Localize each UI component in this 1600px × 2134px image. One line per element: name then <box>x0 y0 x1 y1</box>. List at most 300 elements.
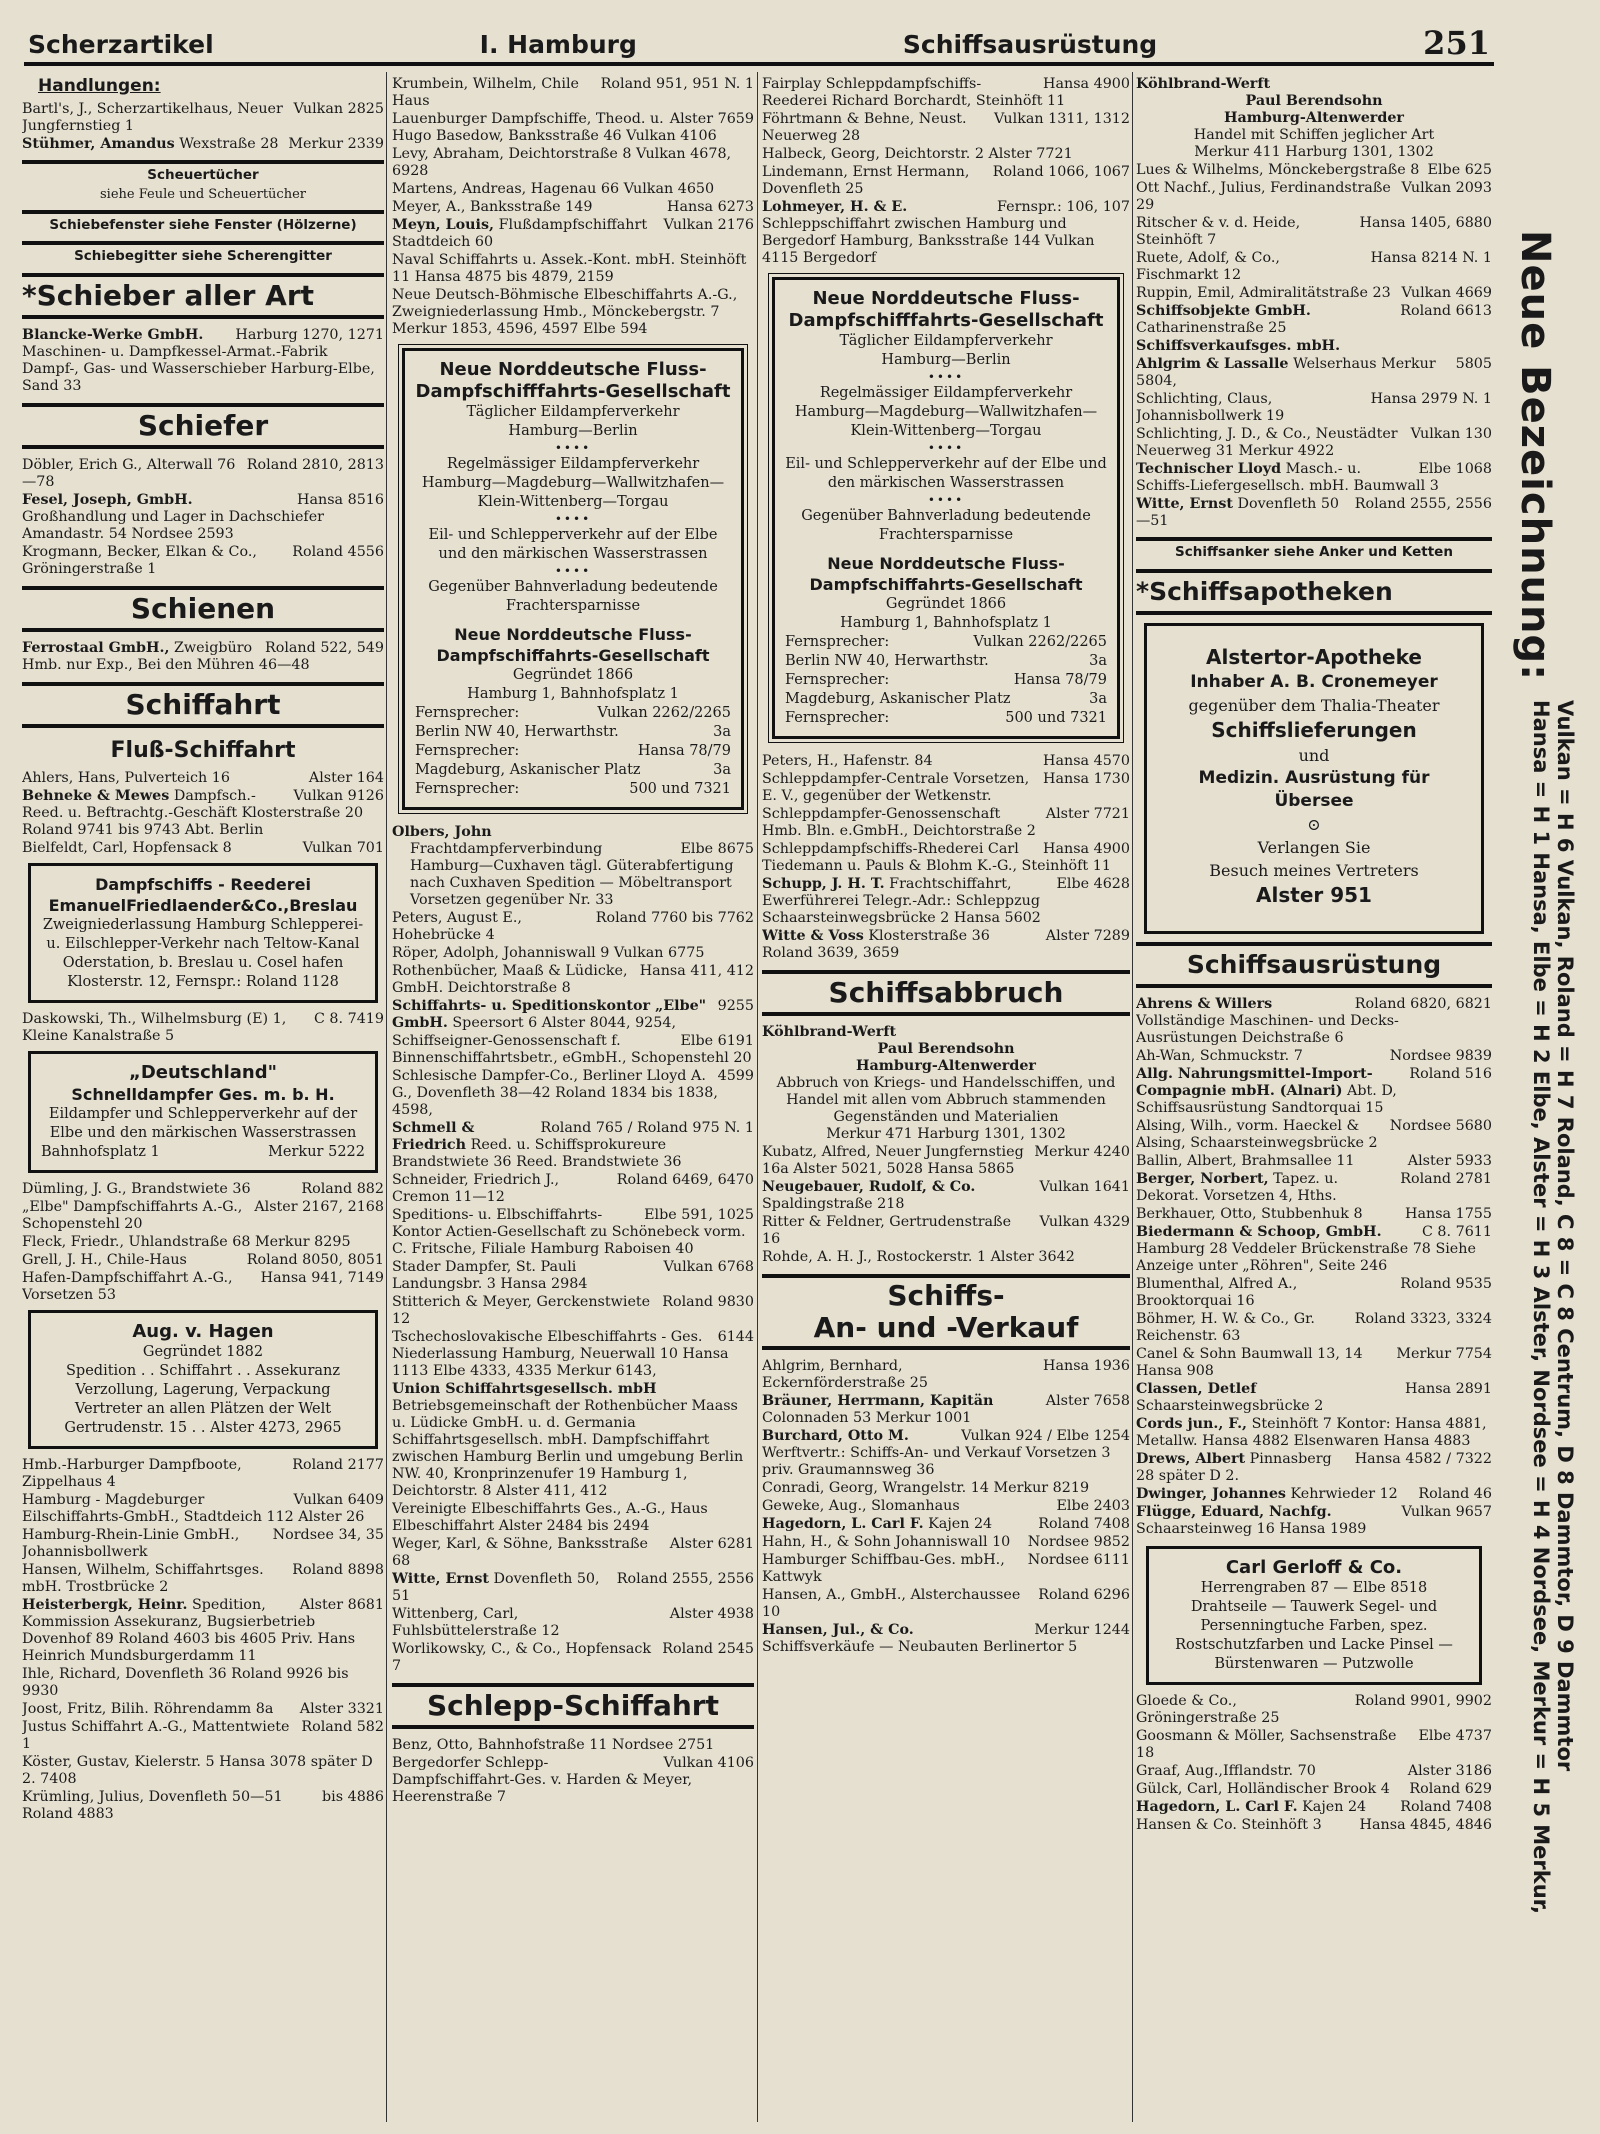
list-item <box>392 1207 754 1258</box>
phone: Alster 5933 <box>1407 1153 1492 1169</box>
list-item <box>1136 1817 1492 1834</box>
phone: Hansa 1730 <box>1043 771 1130 787</box>
address: Ritter & Feldner, Gertrudenstraße 16 <box>762 1214 1012 1247</box>
ad-title: Schnelldampfer Ges. m. b. H. <box>71 1085 335 1104</box>
address: Spedition, Kommission Assekuranz, Bugsierbetrieb Dovenhof 89 Roland 4603 bis 4605 Priv. Hans Heinrich Mundsburgerdamm 11 <box>22 1597 356 1664</box>
phone: Elbe 4737 <box>1418 1728 1492 1744</box>
firm-name: Olbers, John <box>392 824 492 840</box>
address: Martens, Andreas, Hagenau 66 Vulkan 4650 <box>392 181 715 197</box>
ad-subtitle: Inhaber A. B. Cronemeyer <box>1190 672 1438 692</box>
address: Klosterstraße 36 Roland 3639, 3659 <box>762 928 990 961</box>
ad-label: Fernsprecher: <box>785 672 890 688</box>
list-item <box>392 1755 754 1806</box>
list-item <box>1136 1118 1492 1152</box>
phone: Roland 582 <box>301 1719 384 1735</box>
list-item <box>1136 1048 1492 1065</box>
list-item <box>392 1641 754 1675</box>
address: Bielfeldt, Carl, Hopfensack 8 <box>22 840 232 856</box>
ad-line: und <box>1298 746 1330 765</box>
list-item <box>22 1754 384 1788</box>
list-item <box>392 1501 754 1535</box>
phone: Nordsee 5680 <box>1389 1118 1492 1134</box>
phone: Roland 9830 <box>662 1294 754 1310</box>
ad-line: Gegenüber Bahnverladung bedeutende Frachtersparnisse <box>801 508 1091 543</box>
list-item <box>762 753 1130 770</box>
address: Halbeck, Georg, Deichtorstr. 2 Alster 7721 <box>762 146 1073 162</box>
list-item <box>762 806 1130 840</box>
address: Benz, Otto, Bahnhofstraße 11 Nordsee 2751 <box>392 1737 715 1753</box>
list-item <box>1136 1763 1492 1780</box>
address: Werftvertr.: Schiffs-An- und Verkauf Vorsetzen 3 priv. Graumannsweg 36 <box>762 1445 1111 1478</box>
phone: Roland 2555, 2556 <box>616 1571 754 1587</box>
address: Pinnasberg 28 später D 2. <box>1136 1451 1332 1484</box>
address: Schiffsverkäufe — Neubauten Berlinertor 5 <box>762 1639 1078 1655</box>
address: Frachtdampferverbindung Hamburg—Cuxhaven tägl. Güterabfertigung nach Cuxhaven Spedition — Möbeltransport Vorsetzen gegenüber Nr. 33 <box>410 841 734 908</box>
firm-name: Bräuner, Herrmann, Kapitän <box>762 1393 994 1409</box>
divider <box>22 210 384 214</box>
list-item <box>762 1587 1130 1621</box>
ad-body: Spedition . . Schiffahrt . . Assekuranz Verzollung, Lagerung, Verpackung Vertreter an allen Plätzen der Welt <box>65 1363 341 1417</box>
address: Schlesische Dampfer-Co., Berliner Lloyd A. G., Dovenfleth 38—42 Roland 1834 bis 1838, 4598, <box>392 1068 718 1118</box>
ad-line: Hamburg—Berlin <box>508 423 638 439</box>
firm-name: Fesel, Joseph, GmbH. <box>22 492 193 508</box>
firm-name: Flügge, Eduard, Nachfg. <box>1136 1504 1332 1520</box>
phone: Alster 7658 <box>1045 1393 1130 1409</box>
address: Ahlers, Hans, Pulverteich 16 <box>22 770 230 786</box>
phone: Roland 8050, 8051 <box>246 1252 384 1268</box>
firm-name: Technischer Lloyd <box>1136 461 1282 477</box>
list-item <box>392 252 754 286</box>
address: Colonnaden 53 Merkur 1001 <box>762 1410 972 1426</box>
address: Hahn, H., & Sohn Johanniswall 10 <box>762 1534 1011 1550</box>
cross-reference-anker: Schiffsanker siehe Anker und Ketten <box>1175 544 1453 560</box>
subheading-schiebefenster: Schiebefenster siehe Fenster (Hölzerne) <box>49 217 357 233</box>
firm-name: Allg. Nahrungsmittel-Import-Compagnie mbH. (Alnari) <box>1136 1066 1373 1099</box>
list-item <box>762 1249 1130 1266</box>
phone: Alster 6281 <box>669 1536 754 1552</box>
phone: Alster 3186 <box>1407 1763 1492 1779</box>
list-item <box>22 1719 384 1753</box>
ad-dots: •••• <box>554 441 592 455</box>
address: Föhrtmann & Behne, Neust. Neuerweg 28 <box>762 111 967 144</box>
phone: Vulkan 701 <box>302 840 384 856</box>
list-item <box>1136 391 1492 425</box>
phone: Alster 4938 <box>669 1606 754 1622</box>
address: Worlikowsky, C., & Co., Hopfensack 7 <box>392 1641 652 1674</box>
address: Lindemann, Ernst Hermann, Dovenfleth 25 <box>762 164 970 197</box>
list-item <box>392 76 754 110</box>
address: Weger, Karl, & Söhne, Banksstraße 68 <box>392 1536 648 1569</box>
address: Ahlgrim, Bernhard, Eckernförderstraße 25 <box>762 1358 928 1391</box>
ad-title: Dampfschiffs - Reederei <box>95 875 311 894</box>
address: Böhmer, H. W. & Co., Gr. Reichenstr. 63 <box>1136 1311 1315 1344</box>
address: Geweke, Aug., Slomanhaus <box>762 1498 960 1514</box>
phone: Hansa 1936 <box>1043 1358 1130 1374</box>
firm-name: Behneke & Mewes <box>22 788 170 804</box>
address: Steinhöft 7 Kontor: Hansa 4881, Metallw. Hansa 4882 Elsenwaren Hansa 4883 <box>1136 1416 1487 1449</box>
ad-line: Eil- und Schlepperverkehr auf der Elbe und den märkischen Wasserstrassen <box>428 527 718 562</box>
address: Dampfsch.-Reed. u. Beftrachtg.-Geschäft Klosterstraße 20 Roland 9741 bis 9743 Abt. Berlin <box>22 788 364 838</box>
ad-label: Fernsprecher: <box>415 743 520 759</box>
ad-phone: Vulkan 2262/2265 <box>597 705 731 721</box>
ad-gerloff <box>1146 1546 1482 1685</box>
firm-location: Hamburg-Altenwerder <box>856 1058 1036 1074</box>
address: Tschechoslovakische Elbeschiffahrts - Ges. Niederlassung Hamburg, Neuerwall 10 Hansa 1113 Elbe 4333, 4335 Merkur 6143, <box>392 1329 729 1379</box>
ad-phone: Merkur 5222 <box>268 1144 365 1160</box>
phone: Nordsee 9852 <box>1027 1534 1130 1550</box>
section-heading-abbruch: Schiffsabbruch <box>762 970 1130 1016</box>
phone: Nordsee 9839 <box>1389 1048 1492 1064</box>
list-item <box>22 1234 384 1251</box>
list-item <box>1136 1693 1492 1727</box>
ad-dots: •••• <box>554 512 592 526</box>
list-item <box>22 101 384 135</box>
ad-title: Carl Gerloff & Co. <box>1225 1557 1403 1578</box>
phone: Roland 6469, 6470 <box>616 1172 754 1188</box>
firm-name: Biedermann & Schoop, GmbH. <box>1136 1224 1382 1240</box>
address: Gülck, Carl, Holländischer Brook 4 <box>1136 1781 1390 1797</box>
firm-name: Schiffsobjekte GmbH. <box>1136 303 1311 319</box>
firm-name: Classen, Detlef <box>1136 1381 1257 1397</box>
phone: Roland 4556 <box>292 544 384 560</box>
ad-line: Hamburg 1, Bahnhofsplatz 1 <box>840 615 1052 631</box>
address: Bartl's, J., Scherzartikelhaus, Neuer Jungfernstieg 1 <box>22 101 283 134</box>
ad-friedlaender <box>28 863 378 1003</box>
phone: Roland 629 <box>1409 1781 1492 1797</box>
ad-line: Verlangen Sie <box>1257 838 1371 857</box>
list-item <box>1136 1799 1492 1816</box>
phone: Roland 6296 <box>1038 1587 1130 1603</box>
list-item <box>22 1011 384 1045</box>
ad-line: Eil- und Schlepperverkehr auf der Elbe und den märkischen Wasserstrassen <box>785 456 1107 491</box>
list-item <box>1136 1728 1492 1762</box>
phone: Vulkan 6768 <box>663 1259 754 1275</box>
list-item <box>392 1172 754 1206</box>
phone: Roland 46 <box>1418 1486 1492 1502</box>
ad-line: Täglicher Eildampferverkehr <box>839 333 1053 349</box>
list-item <box>1136 285 1492 302</box>
ad-subtitle: Herrengraben 87 — Elbe 8518 <box>1200 1580 1428 1596</box>
address: „Elbe" Dampfschiffahrts A.-G., Schopenstehl 20 <box>22 1199 243 1232</box>
address: Lauenburger Dampfschiffe, Theod. u. Hugo Basedow, Banksstraße 46 Vulkan 4106 <box>392 111 717 144</box>
ad-label: Berlin NW 40, Herwarthstr. <box>415 724 619 740</box>
phone: Alster 7659 <box>669 111 754 127</box>
list-item <box>762 1480 1130 1497</box>
list-item <box>762 146 1130 163</box>
list-item <box>762 771 1130 805</box>
phone: Hansa 941, 7149 <box>260 1270 384 1286</box>
firm-location: Hamburg-Altenwerder <box>1224 110 1404 126</box>
list-item <box>22 544 384 578</box>
address: Peters, August E., Hohebrücke 4 <box>392 910 522 943</box>
list-item <box>762 928 1130 962</box>
address: Dovenfleth 50, 51 <box>392 1571 600 1604</box>
list-item <box>762 876 1130 927</box>
list-item <box>392 146 754 180</box>
address: Hamburg-Rhein-Linie GmbH., Johannisbollwerk <box>22 1527 240 1560</box>
ad-line: Besuch meines Vertreters <box>1209 861 1419 880</box>
address: Hmb.-Harburger Dampfboote, Zippelhaus 4 <box>22 1457 242 1490</box>
ad-phone: Hansa 78/79 <box>637 743 731 759</box>
list-item <box>22 1199 384 1233</box>
address: Stader Dampfer, St. Pauli Landungsbr. 3 Hansa 2984 <box>392 1259 588 1292</box>
list-item <box>392 181 754 198</box>
firm-name: Drews, Albert <box>1136 1451 1246 1467</box>
phone: Roland 516 <box>1409 1066 1492 1082</box>
ad-address: Bahnhofsplatz 1 <box>41 1144 160 1160</box>
phone: Hansa 411, 412 <box>639 963 754 979</box>
phone: 4599 <box>717 1068 754 1084</box>
divider <box>1136 537 1492 541</box>
firm-name: Hagedorn, L. Carl F. <box>762 1516 924 1532</box>
side-line: Hansa = H 1 Hansa, Elbe = H 2 Elbe, Alster = H 3 Alster, Nordsee = H 4 Nordsee, Merkur = H 5 Merkur, <box>1529 700 1553 1914</box>
firm-name: Blancke-Werke GmbH. <box>22 327 204 343</box>
list-item <box>1136 1171 1492 1205</box>
phone: Vulkan 2176 <box>663 217 754 233</box>
phone: Elbe 1068 <box>1418 461 1492 477</box>
phone: Vulkan 4106 <box>663 1755 754 1771</box>
address: Rothenbücher, Maaß & Lüdicke, GmbH. Deichtorstraße 8 <box>392 963 628 996</box>
address: Betriebsgemeinschaft der Rothenbücher Maass u. Lüdicke GmbH. u. d. Germania Schiffahrtsgesellsch. mbH. Dampfschiffahrt zwischen Hamburg Berlin und umgebung Berlin NW. 40, Kronprinzenufer 19 Hamburg 1, Deichtorstr. 8 Alster 411, 412 <box>392 1398 744 1499</box>
address: Hansen, Wilhelm, Schiffahrtsges. mbH. Trostbrücke 2 <box>22 1562 264 1595</box>
ad-value: 3a <box>1089 653 1107 669</box>
address: Berkhauer, Otto, Stubbenhuk 8 <box>1136 1206 1363 1222</box>
ad-line: gegenüber dem Thalia-Theater <box>1188 696 1440 715</box>
list-item <box>22 1597 384 1665</box>
address: Rohde, A. H. J., Rostockerstr. 1 Alster 3642 <box>762 1249 1075 1265</box>
address: Wittenberg, Carl, Fuhlsbüttelerstraße 12 <box>392 1606 560 1639</box>
divider <box>22 160 384 164</box>
ad-title: Neue Norddeutsche Fluss-Dampfschiffahrts-Gesellschaft <box>809 554 1083 594</box>
list-item <box>22 1181 384 1198</box>
list-item <box>392 963 754 997</box>
list-item <box>22 457 384 491</box>
address: Zweigbüro Hmb. nur Exp., Bei den Mühren 46—48 <box>22 640 310 673</box>
phone: Roland 8898 <box>292 1562 384 1578</box>
ad-dots: •••• <box>927 441 965 455</box>
side-title: Neue Bezeichnung: <box>1512 230 1558 682</box>
list-item <box>1136 215 1492 249</box>
address: Maschinen- u. Dampfkessel-Armat.-Fabrik Dampf-, Gas- und Wasserschieber Harburg-Elbe, Sand 33 <box>22 344 375 394</box>
ad-dots: •••• <box>927 493 965 507</box>
phone: Fernspr.: 106, 107 <box>997 199 1130 215</box>
list-item <box>1136 1346 1492 1380</box>
phone: Hansa 6273 <box>667 199 754 215</box>
phone: Merkur 471 Harburg 1301, 1302 <box>826 1126 1066 1142</box>
firm-name: Hagedorn, L. Carl F. <box>1136 1799 1298 1815</box>
address: Reed. u. Schiffsprokureure Brandstwiete 36 Reed. Brandstwiete 36 <box>392 1137 682 1170</box>
list-item <box>392 111 754 145</box>
list-item <box>1136 1224 1492 1275</box>
address: Ritscher & v. d. Heide, Steinhöft 7 <box>1136 215 1301 248</box>
list-item <box>22 1527 384 1561</box>
cross-reference: siehe Feule und Scheuertücher <box>100 187 306 202</box>
divider <box>22 241 384 245</box>
list-item <box>762 76 1130 110</box>
phone: Nordsee 6111 <box>1027 1552 1130 1568</box>
address: Hamburg 28 Veddeler Brückenstraße 78 Siehe Anzeige unter „Röhren", Seite 246 <box>1136 1241 1476 1274</box>
list-item <box>1136 1486 1492 1503</box>
phone: C 8. 7611 <box>1421 1224 1492 1240</box>
list-item <box>762 1552 1130 1586</box>
list-item <box>1136 996 1492 1047</box>
address: Neue Deutsch-Böhmische Elbeschiffahrts A.-G., Zweigniederlassung Hmb., Mönckebergstr. 7 Merkur 1853, 4596, 4597 Elbe 594 <box>392 287 738 337</box>
phone: Merkur 7754 <box>1396 1346 1492 1362</box>
phone: Vulkan 924 / Elbe 1254 <box>961 1428 1130 1444</box>
list-item <box>22 640 384 674</box>
phone: Vulkan 130 <box>1410 426 1492 442</box>
list-item <box>762 1622 1130 1656</box>
phone: Vulkan 4329 <box>1039 1214 1130 1230</box>
ad-body: Drahtseile — Tauwerk Segel- und Persenningtuche Farben, spez. Rostschutzfarben und Lacke Pinsel — Bürstenwaren — Putzwolle <box>1175 1599 1453 1672</box>
address: Frachtschiffahrt, Ewerführerei Telegr.-Adr.: Schleppzug Schaarsteinwegsbrücke 2 Hansa 5602 <box>762 876 1041 926</box>
list-item <box>762 164 1130 198</box>
phone: Hansa 4570 <box>1043 753 1130 769</box>
list-item <box>1136 1416 1492 1450</box>
list-item <box>22 1789 384 1823</box>
list-item <box>762 841 1130 875</box>
address: Spaldingstraße 218 <box>762 1196 905 1212</box>
phone: Vulkan 2093 <box>1401 180 1492 196</box>
address: Großhandlung und Lager in Dachschiefer Amandastr. 54 Nordsee 2593 <box>22 509 325 542</box>
phone: Hansa 8516 <box>297 492 384 508</box>
list-item <box>22 788 384 839</box>
address: Krümling, Julius, Dovenfleth 50—51 Roland 4883 <box>22 1789 283 1822</box>
list-item <box>1136 1153 1492 1170</box>
ad-title: Aug. v. Hagen <box>132 1321 274 1342</box>
phone: Vulkan 9657 <box>1401 1504 1492 1520</box>
ad-phone: Vulkan 2262/2265 <box>973 634 1107 650</box>
phone: Vulkan 1311, 1312 <box>994 111 1130 127</box>
ad-line: Gegenüber Bahnverladung bedeutende Frachtersparnisse <box>428 579 718 614</box>
firm-name: Schupp, J. H. T. <box>762 876 885 892</box>
heading-line: An- und -Verkauf <box>813 1311 1079 1344</box>
list-item-koehlbrand <box>762 1024 1130 1143</box>
ad-line: Medizin. Ausrüstung für Übersee <box>1198 768 1430 811</box>
firm-owner: Paul Berendsohn <box>1245 93 1383 109</box>
phone: Elbe 625 <box>1427 162 1492 178</box>
firm-name: Witte & Voss <box>762 928 864 944</box>
address: Gloede & Co., Gröningerstraße 25 <box>1136 1693 1280 1726</box>
address: Catharinenstraße 25 <box>1136 320 1287 336</box>
ad-line: Gegründet 1866 <box>885 596 1007 612</box>
list-item <box>392 998 754 1032</box>
address: Abt. D, Schiffsausrüstung Sandtorquai 15 <box>1136 1083 1397 1116</box>
column-divider <box>386 72 387 2122</box>
list-item <box>1136 162 1492 179</box>
list-item <box>22 1492 384 1526</box>
address: Grell, J. H., Chile-Haus <box>22 1252 187 1268</box>
phone: Elbe 591, 1025 <box>644 1207 754 1223</box>
phone: Hansa 2891 <box>1405 1381 1492 1397</box>
ad-label: Fernsprecher: <box>785 634 890 650</box>
firm-name: Cords jun., F., <box>1136 1416 1248 1432</box>
list-item <box>762 1516 1130 1533</box>
phone: Roland 7408 <box>1400 1799 1492 1815</box>
running-head-center: I. Hamburg <box>479 30 637 59</box>
list-item <box>392 287 754 338</box>
address: Dümling, J. G., Brandstwiete 36 <box>22 1181 251 1197</box>
phone: Roland 765 / Roland 975 N. 1 <box>540 1120 754 1136</box>
ad-title: Neue Norddeutsche Fluss-Dampfschifffahrts-Gesellschaft <box>415 359 731 402</box>
phone: Alster 2167, 2168 <box>254 1199 384 1215</box>
list-item <box>392 1259 754 1293</box>
address: Conradi, Georg, Wrangelstr. 14 Merkur 8219 <box>762 1480 1090 1496</box>
address: Schiffseigner-Genossenschaft f. Binnenschiffahrtsbetr., eGmbH., Schopenstehl 20 <box>392 1033 752 1066</box>
ad-phone: 500 und 7321 <box>1005 710 1107 726</box>
list-item <box>22 840 384 857</box>
phone: Alster 7721 <box>1045 806 1130 822</box>
address: Flußdampfschiffahrt Stadtdeich 60 <box>392 217 648 250</box>
address: Graaf, Aug.,Ifflandstr. 70 <box>1136 1763 1316 1779</box>
list-item <box>392 910 754 944</box>
phone: Roland 6820, 6821 <box>1354 996 1492 1012</box>
list-item <box>1136 1276 1492 1310</box>
phone: Merkur 411 Harburg 1301, 1302 <box>1194 144 1434 160</box>
ad-value: 3a <box>713 724 731 740</box>
phone: Merkur 2339 <box>288 136 384 152</box>
address: Speersort 6 Alster 8044, 9254, <box>452 1015 677 1031</box>
list-item <box>392 199 754 216</box>
address: Schleppdampfer-Genossenschaft Hmb. Bln. e.GmbH., Deichtorstraße 2 <box>762 806 1036 839</box>
list-item <box>392 1329 754 1380</box>
phone: Roland 6613 <box>1400 303 1492 319</box>
ad-dots: •••• <box>554 564 592 578</box>
address: Dovenfleth 50—51 <box>1136 496 1340 529</box>
list-item <box>762 1534 1130 1551</box>
list-item <box>22 770 384 787</box>
phone: Alster 164 <box>308 770 384 786</box>
address: Ott Nachf., Julius, Ferdinandstraße 29 <box>1136 180 1391 213</box>
ad-phone: Alster 951 <box>1256 883 1372 907</box>
subheading-schiebegitter: Schiebegitter siehe Scherengitter <box>74 248 332 264</box>
ad-line: Hamburg 1, Bahnhofsplatz 1 <box>467 686 679 702</box>
ornament-icon: ⊙ <box>1307 815 1321 834</box>
address: Schleppschiffahrt zwischen Hamburg und Bergedorf Hamburg, Banksstraße 144 Vulkan 4115 Bergedorf <box>762 216 1095 266</box>
address: Schaarsteinweg 16 Hansa 1989 <box>1136 1521 1367 1537</box>
ad-hagen <box>28 1310 378 1449</box>
address: Fleck, Friedr., Uhlandstraße 68 Merkur 8295 <box>22 1234 351 1250</box>
list-item <box>392 1294 754 1328</box>
ad-subtitle: Gegründet 1882 <box>142 1344 264 1360</box>
list-item <box>392 1068 754 1119</box>
list-item <box>762 1428 1130 1479</box>
address: Döbler, Erich G., Alterwall 76—78 <box>22 457 236 490</box>
ad-line: Regelmässiger Eildampferverkehr Hamburg—Magdeburg—Wallwitzhafen—Klein-Wittenberg—Torgau <box>794 385 1098 439</box>
list-item <box>22 1562 384 1596</box>
list-item <box>762 1179 1130 1213</box>
list-item <box>22 1666 384 1700</box>
running-head-left: Scherzartikel <box>28 30 214 59</box>
address: Meyer, A., Banksstraße 149 <box>392 199 593 215</box>
list-item <box>392 217 754 251</box>
phone: Vulkan 1641 <box>1039 1179 1130 1195</box>
page-number: 251 <box>1423 24 1490 62</box>
address: Wexstraße 28 <box>179 136 279 152</box>
list-item <box>392 1120 754 1171</box>
phone: Vulkan 2825 <box>293 101 384 117</box>
address: Schleppdampfschiffs-Rhederei Carl Tiedemann u. Pauls & Blohm K.-G., Steinhöft 11 <box>762 841 1111 874</box>
address: Hansen & Co. Steinhöft 3 <box>1136 1817 1322 1833</box>
list-item <box>22 1701 384 1718</box>
firm-name: Witte, Ernst <box>1136 496 1233 512</box>
phone: Merkur 4240 <box>1034 1144 1130 1160</box>
phone: Roland 7408 <box>1038 1516 1130 1532</box>
list-item <box>22 1270 384 1304</box>
address: Schlichting, J. D., & Co., Neustädter Neuerweg 31 Merkur 4922 <box>1136 426 1398 459</box>
address: Ruete, Adolf, & Co., Fischmarkt 12 <box>1136 250 1280 283</box>
firm-name: Ahrens & Willers <box>1136 996 1273 1012</box>
